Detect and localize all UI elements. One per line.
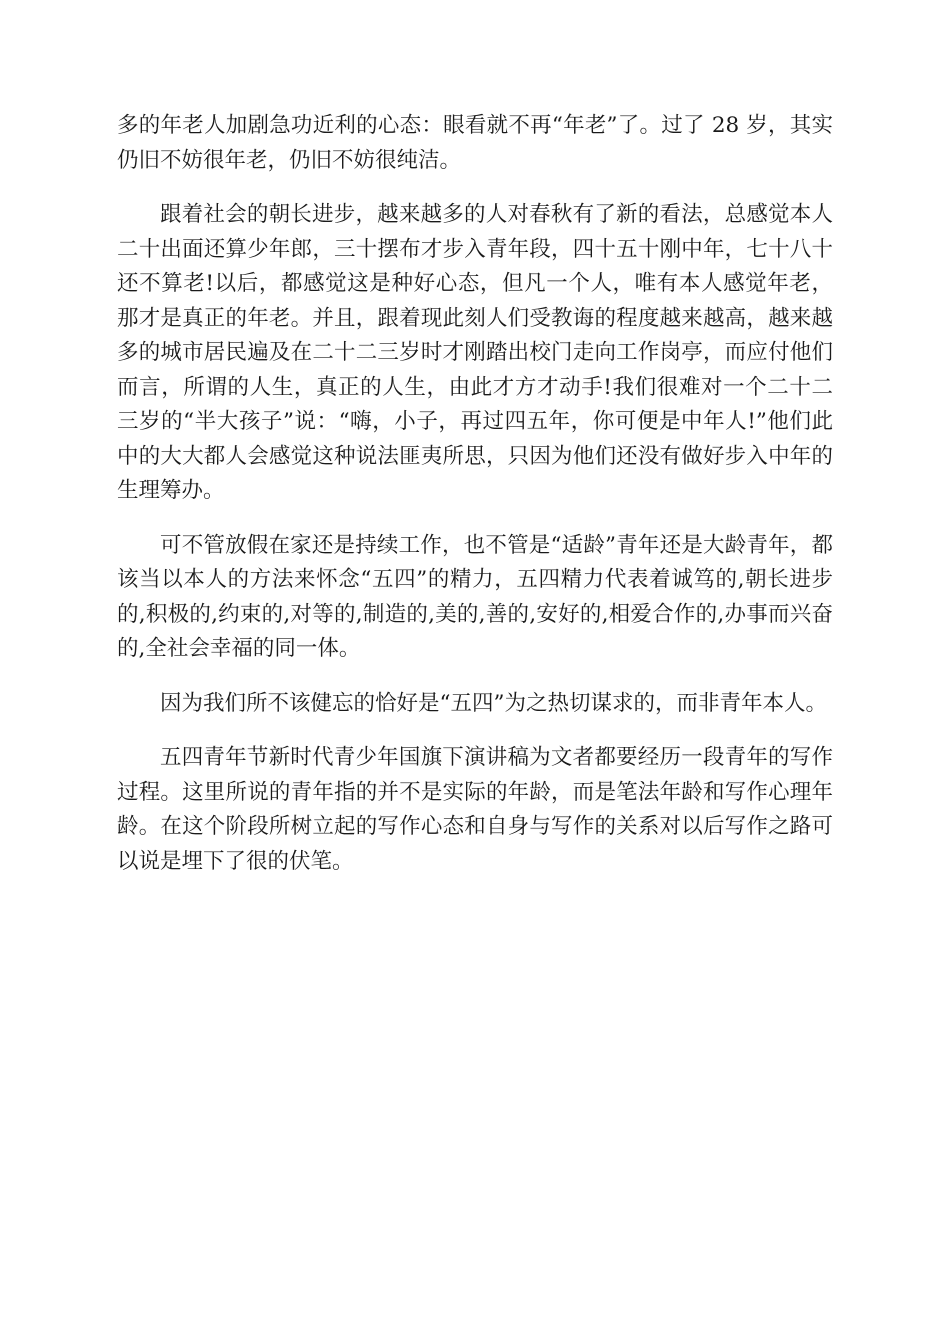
paragraph-social-progress: 跟着社会的朝长进步，越来越多的人对春秋有了新的看法，总感觉本人二十出面还算少年郎，三十摆布才步入青年段，四十五十刚中年，七十八十还不算老!以后，都感觉这是种好心态，但凡一个人，唯有本人感觉年老，那才是真正的年老。并且，跟着现此刻人们受教诲的程度越来越高，越来越多的城市居民遍及在二十二三岁时才刚踏出校门走向工作岗亭，而应付他们而言，所谓的人生，真正的人生，由此才方才动手!我们很难对一个二十二三岁的“半大孩子”说：“嗨，小子，再过四五年，你可便是中年人!”他们此中的大大都人会感觉这种说法匪夷所思，只因为他们还没有做好步入中年的生理筹办。	[117, 202, 833, 503]
paragraph-writing-youth: 五四青年节新时代青少年国旗下演讲稿为文者都要经历一段青年的写作过程。这里所说的青年指的并不是实际的年龄，而是笔法年龄和写作心理年龄。在这个阶段所树立起的写作心态和自身与写作的关系对以后写作之路可以说是埋下了很的伏笔。	[117, 745, 833, 874]
paragraph-not-forget: 因为我们所不该健忘的恰好是“五四”为之热切谋求的，而非青年本人。	[160, 690, 827, 716]
document-body	[117, 109, 833, 899]
paragraph-may-fourth-spirit: 可不管放假在家还是持续工作，也不管是“适龄”青年还是大龄青年，都该当以本人的方法来怀念“五四”的精力，五四精力代表着诚笃的,朝长进步的,积极的,约束的,对等的,制造的,美的,善的,安好的,相爱合作的,办事而兴奋的,全社会幸福的同一体。	[117, 532, 833, 661]
paragraph-continuation: 多的年老人加剧急功近利的心态：眼看就不再“年老”了。过了 28 岁，其实仍旧不妨很年老，仍旧不妨很纯洁。	[117, 113, 833, 173]
